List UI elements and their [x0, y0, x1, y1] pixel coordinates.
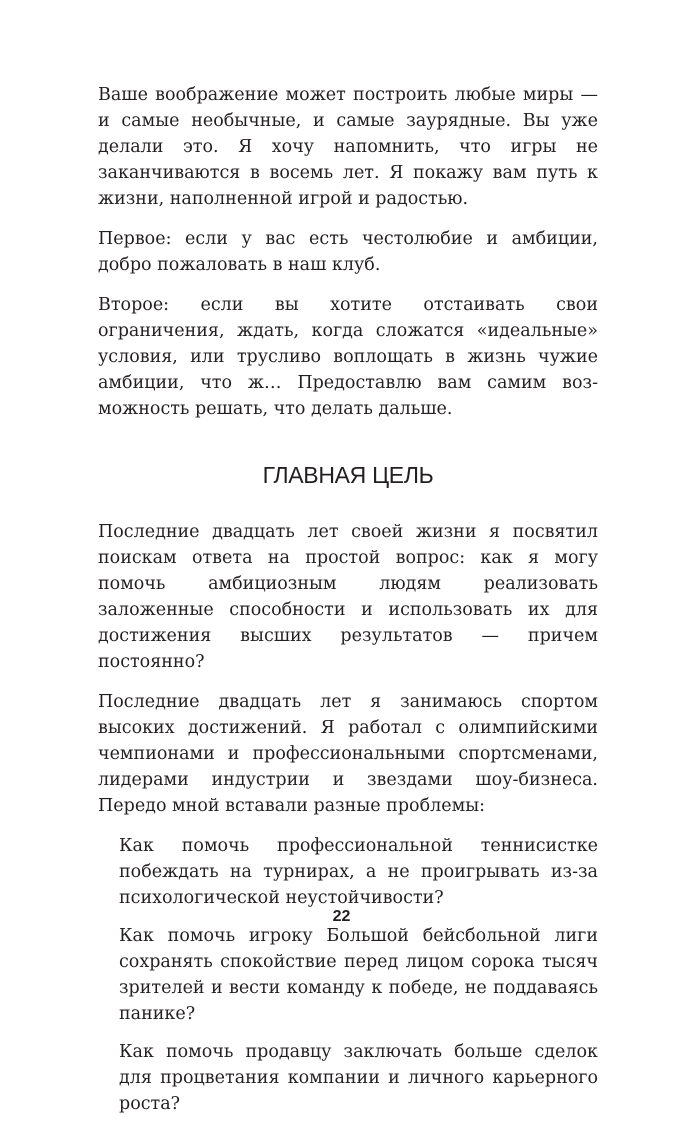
quote-tennis: Как помочь профессиональной теннисистке побеждать на турнирах, а не проигрывать из-за психологической неустойчивости?	[119, 836, 598, 908]
section-heading: ГЛАВНАЯ ЦЕЛЬ	[262, 462, 434, 488]
paragraph-first: Первое: если у вас есть честолюбие и амбиции, добро пожаловать в наш клуб.	[98, 229, 598, 275]
quote-baseball: Как помочь игроку Большой бейсбольной лиги сохранять спокойствие перед лицом сорока тысяч зрителей и вести команду к победе, не поддаваясь панике?	[119, 926, 598, 1024]
paragraph-second: Второе: если вы хотите отстаивать свои ограничения, ждать, когда сложатся «идеальные» условия, или трусливо воплощать в жизнь чужие амбиции, что ж… Предоставлю вам самим возможность решать, что делать дальше.	[98, 295, 598, 419]
paragraph-experience: Последние двадцать лет я занимаюсь спортом высоких достижений. Я работал с олимпийскими чемпионами и профессиональными спортсменами, лидерами индустрии и звездами шоу-бизнеса. Передо мной вставали разные проблемы:	[98, 692, 598, 816]
paragraph-question-intro: Последние двадцать лет своей жизни я посвятил поискам ответа на простой вопрос: как я могу помочь амбициозным людям реализовать заложенные способности и использовать их для достижения высших результатов — причем постоянно?	[98, 522, 598, 672]
paragraph-imagination: Ваше воображение может построить любые миры — и самые необычные, и самые заурядные. Вы уже делали это. Я хочу напомнить, что игры не заканчиваются в восемь лет. Я покажу вам путь к жизни, наполненной игрой и радостью.	[98, 85, 598, 209]
quote-sales: Как помочь продавцу заключать больше сделок для процветания компании и личного карьерного роста?	[119, 1042, 598, 1114]
page-content	[98, 82, 598, 1129]
page-number: 22	[332, 908, 351, 925]
